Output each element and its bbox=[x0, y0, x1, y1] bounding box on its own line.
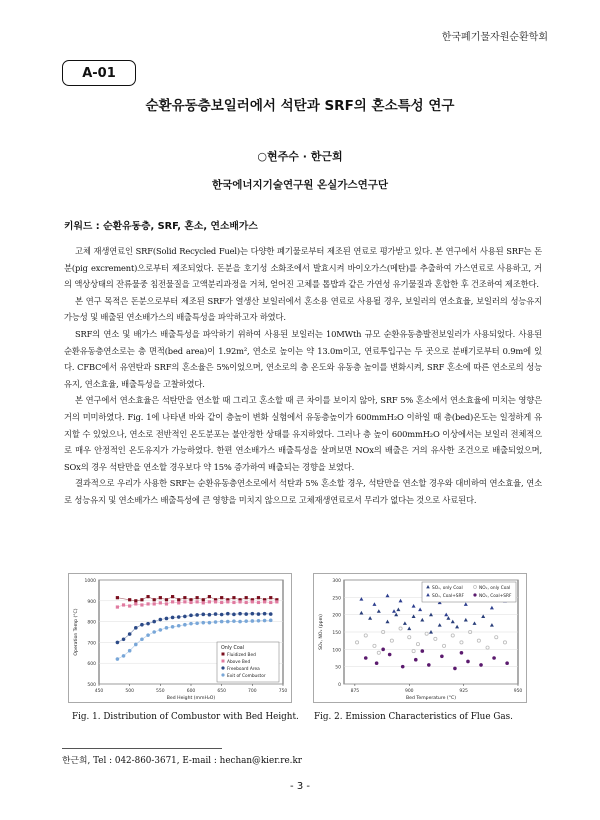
legend-label: Freeboard Area bbox=[227, 667, 260, 672]
legend-marker bbox=[222, 660, 225, 663]
y-tick-label: 1000 bbox=[84, 579, 96, 584]
y-tick-label: 500 bbox=[87, 683, 96, 688]
paragraph-3: SRF의 연소 및 배가스 배출특성을 파악하기 위하여 사용된 보일러는 10MWth 규모 순환유동층발전보일러가 사용되었다. 사용된 순환유동층연소로는 층 면적(bed area)이 1.92m², 연소로 높이는 약 13.0m이고, 연료투입구는 두 곳으로 분배기로부터 0.9m에 있다. CFBC에서 유연탄과 SRF의 혼소율은 5%이었으며, 연소로의 층 온도와 유동층 높이를 변화시켜, SRF 혼소에 따른 연소로의 성능유지, 연소효율, 배출특성을 고찰하였다. bbox=[64, 328, 542, 389]
x-tick-label: 750 bbox=[278, 689, 288, 694]
paper-title: 순환유동층보일러에서 석탄과 SRF의 혼소특성 연구 bbox=[145, 98, 455, 114]
abstract-body bbox=[64, 243, 542, 509]
data-point bbox=[453, 667, 457, 671]
x-tick-label: 500 bbox=[125, 689, 134, 694]
y-axis-label: SO₂, NOₓ (ppm) bbox=[319, 614, 324, 650]
data-point bbox=[492, 656, 496, 660]
y-tick-label: 0 bbox=[338, 683, 341, 688]
paragraph-4: 본 연구에서 연소효율은 석탄만을 연소할 때 그리고 혼소할 때 큰 차이를 보이지 않아, SRF 5% 혼소에서 연소효율에 미치는 영향은 거의 미미하였다. Fig. 1에 나타낸 바와 같이 층높이 변화 실험에서 유동층높이가 600mmH₂O 이하일 때 층(bed)온도는 일정하게 유지할 수 있었으나, 연소로 전반적인 온도분포는 불안정한 상태를 유지하였다. 그러나 층 높이 600mmH₂O 이상에서는 보일러 전체적으로 매우 안정적인 온도유지가 가능하였다. 한편 연소배가스 배출특성을 살펴보면 NOx의 배출은 거의 유사한 조건으로 배출되었으며, SOx의 경우 석탄만을 연소할 경우보다 약 15% 증가하여 배출되는 경향을 보였다. bbox=[64, 395, 542, 472]
x-tick-label: 875 bbox=[350, 689, 360, 694]
y-tick-label: 800 bbox=[87, 620, 96, 626]
x-tick-label: 950 bbox=[513, 689, 523, 694]
footnote-divider bbox=[62, 748, 222, 749]
legend-label: SOₓ, only Coal bbox=[432, 586, 463, 591]
y-tick-label: 700 bbox=[87, 641, 96, 647]
society-name: 한국폐기물자원순환학회 bbox=[441, 32, 548, 43]
y-tick-label: 150 bbox=[332, 631, 341, 636]
legend-marker bbox=[221, 666, 224, 669]
legend-label: NOₓ, Coal+SRF bbox=[479, 594, 512, 599]
figure-2-chart bbox=[314, 574, 526, 702]
legend-label: SOₓ, Coal+SRF bbox=[432, 594, 464, 599]
data-point bbox=[414, 658, 418, 662]
data-point bbox=[375, 661, 379, 665]
data-point bbox=[381, 648, 385, 652]
y-tick-label: 100 bbox=[332, 648, 341, 654]
paragraph-1: 고체 재생연료인 SRF(Solid Recycled Fuel)는 다양한 폐기물로부터 제조된 연료로 평가받고 있다. 본 연구에서 사용된 SRF는 돈분(pig excrement)으로부터 제조되었다. 돈분을 호기성 소화조에서 발효시켜 바이오가스(메탄)를 추출하여 가스연료로 사용하고, 거의 액상상태의 잔류물중 침전물질을 고액분리과정을 거쳐, 얻어진 고체를 톱밥과 같은 가연성 유기물질과 혼합한 후 건조하여 제조한다. bbox=[64, 246, 542, 290]
page-number: - 3 - bbox=[290, 781, 310, 792]
figure-1-chart bbox=[69, 574, 291, 702]
x-tick-label: 450 bbox=[94, 689, 104, 694]
x-tick-label: 925 bbox=[459, 689, 468, 694]
paper-affiliation: 한국에너지기술연구원 온실가스연구단 bbox=[211, 179, 389, 191]
x-tick-label: 900 bbox=[404, 689, 414, 694]
legend-marker bbox=[473, 593, 476, 596]
paragraph-2: 본 연구 목적은 돈분으로부터 제조된 SRF가 열생산 보일러에서 혼소용 연료로 사용될 경우, 보일러의 연소효율, 보일러의 성능유지 가능성 및 배출된 연소배가스의 배출특성을 파악하고자 하였다. bbox=[64, 295, 542, 323]
data-point bbox=[116, 605, 119, 608]
x-tick-label: 700 bbox=[248, 689, 257, 694]
legend-label: Exit of Combustor bbox=[227, 674, 266, 679]
legend-title: Only Coal bbox=[221, 646, 245, 651]
data-point bbox=[364, 656, 368, 660]
legend-box bbox=[422, 582, 516, 602]
data-point bbox=[460, 651, 464, 655]
paragraph-5: 결과적으로 우리가 사용한 SRF는 순환유동층연소로에서 석탄과 5% 혼소할 경우, 석탄만을 연소할 경우와 대비하여 연소효율, 연소로 성능유지 및 연소배가스 배출특성에 큰 영향을 미치지 않으므로 고체재생연료로서 무리가 없다는 것으로 사료된다. bbox=[64, 478, 542, 505]
y-axis-label: Operation Temp (°C) bbox=[74, 608, 79, 656]
abstract-code: A-01 bbox=[62, 60, 136, 86]
data-point bbox=[440, 654, 444, 658]
data-point bbox=[388, 653, 392, 657]
y-tick-label: 600 bbox=[87, 662, 96, 668]
data-point bbox=[116, 657, 120, 661]
data-point bbox=[116, 641, 120, 645]
y-tick-label: 300 bbox=[332, 579, 341, 584]
y-tick-label: 200 bbox=[332, 613, 341, 619]
paper-keywords: 키워드 : 순환유동층, SRF, 혼소, 연소배가스 bbox=[64, 221, 258, 232]
paper-authors: ○현주수 · 한근희 bbox=[257, 150, 343, 163]
data-point bbox=[466, 660, 470, 664]
figure-2-caption: Fig. 2. Emission Characteristics of Flue Gas. bbox=[314, 712, 513, 722]
x-axis-label: Bed Temperature (°C) bbox=[405, 696, 457, 701]
legend-marker bbox=[221, 673, 224, 676]
x-tick-label: 600 bbox=[186, 689, 196, 694]
figure-2 bbox=[313, 573, 527, 703]
legend-label: NOₓ, only Coal bbox=[479, 586, 511, 591]
data-point bbox=[479, 663, 483, 667]
figure-1 bbox=[68, 573, 292, 703]
data-point bbox=[401, 665, 405, 669]
legend-marker bbox=[222, 653, 225, 656]
y-tick-label: 900 bbox=[87, 599, 96, 605]
figure-1-caption: Fig. 1. Distribution of Combustor with Bed Height. bbox=[72, 712, 299, 722]
x-axis-label: Bed Height (mmH₂O) bbox=[166, 696, 216, 701]
legend-label: Above Bed bbox=[227, 660, 251, 665]
footnote: 한근희, Tel : 042-860-3671, E-mail : hechan@kier.re.kr bbox=[62, 756, 302, 766]
y-tick-label: 50 bbox=[335, 665, 341, 671]
data-point bbox=[505, 661, 509, 665]
legend-label: Fluidized Bed bbox=[227, 653, 256, 658]
data-point bbox=[421, 649, 425, 653]
x-tick-label: 650 bbox=[217, 689, 226, 694]
y-tick-label: 250 bbox=[332, 596, 341, 602]
x-tick-label: 550 bbox=[156, 689, 165, 694]
data-point bbox=[427, 663, 431, 667]
